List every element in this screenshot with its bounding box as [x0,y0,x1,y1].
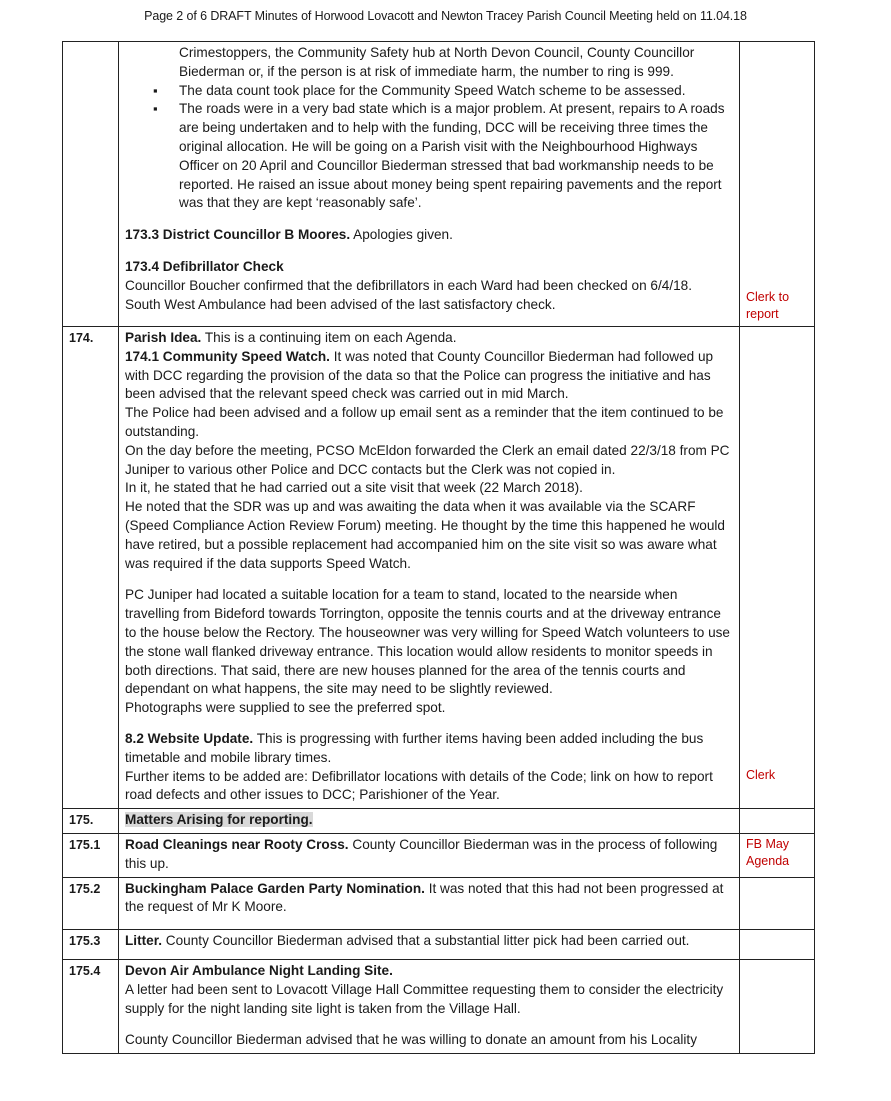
table-row [63,327,815,809]
table-row [63,959,815,1053]
table-row [63,809,815,834]
paragraph: The Police had been advised and a follow up email sent as a reminder that the item continued to be outstanding. [125,405,724,439]
list-item: ▪ The data count took place for the Community Speed Watch scheme to be assessed. [179,82,733,101]
item-number [63,42,119,327]
action-cell [740,930,815,960]
paragraph [125,329,733,348]
action-cell [740,959,815,1053]
item-content [119,809,740,834]
paragraph: County Councillor Biederman advised that he was willing to donate an amount from his Locality [125,1032,697,1048]
section-173-3 [125,226,733,245]
bullet-list [125,82,733,214]
section-title: Litter. [125,933,163,949]
continued-text: Crimestoppers, the Community Safety hub at North Devon Council, County Councillor Biederman or, if the person is at risk of immediate harm, the number to ring is 999. [179,45,695,79]
paragraph: South West Ambulance had been advised of the last satisfactory check. [125,296,556,312]
page-header: Page 2 of 6 DRAFT Minutes of Horwood Lovacott and Newton Tracey Parish Council Meeting held on 11.04.18 [144,9,747,23]
action-cell [740,327,815,809]
item-content [119,833,740,877]
section-text: County Councillor Biederman was in the process of following this up. [125,836,718,871]
minutes-table [62,41,815,1054]
item-number: 175.1 [63,833,119,877]
item-number: 174. [63,327,119,809]
item-content [119,877,740,930]
paragraph: PC Juniper had located a suitable location for a team to stand, located to the nearside when travelling from Bideford towards Torrington, opposite the tennis courts and at the driveway entrance to the house below the Rectory. The houseowner was very willing for Speed Watch volunteers to use the stone wall flanked driveway entrance. This location would allow residents to monitor speeds in both directions. That said, there are new houses planned for the area of the tennis courts and dependant on what happens, the site may need to be slightly reviewed. [125,587,730,697]
paragraph [125,348,733,404]
table-row [63,42,815,327]
table-row [63,877,815,930]
action-cell [740,877,815,930]
paragraph: A letter had been sent to Lovacott Village Hall Committee requesting them to consider the electricity supply for the night landing site light is taken from the Village Hall. [125,981,724,1016]
item-number: 175.4 [63,959,119,1053]
section-text: It was noted that this had not been progressed at the request of Mr K Moore. [125,880,724,915]
section-text: County Councillor Biederman advised that a substantial litter pick had been carried out. [165,933,690,949]
paragraph: Councillor Boucher confirmed that the defibrillators in each Ward had been checked on 6/4/18. [125,277,692,293]
section-title: 173.4 Defibrillator Check [125,258,284,274]
paragraph [125,836,733,874]
action-text: FB May Agenda [746,836,790,868]
item-content [119,930,740,960]
section-title: Road Cleanings near Rooty Cross. [125,836,349,852]
action-cell [740,833,815,877]
action-text: Clerk to report [746,290,790,321]
section-title: 8.2 Website Update. [125,730,254,746]
action-cell [740,809,815,834]
table-row [63,833,815,877]
item-content [119,327,740,809]
paragraph: In it, he stated that he had carried out a site visit that week (22 March 2018). [125,480,583,496]
section-text: It was noted that County Councillor Biederman had followed up with DCC regarding the provision of the data so that the Police can progress the initiative and has been advised that the relevant speed check was carried out in mid March. [125,348,714,402]
paragraph [125,730,733,768]
section-title: 173.3 District Councillor B Moores. [125,227,351,243]
item-number: 175.3 [63,930,119,960]
section-title: Parish Idea. [125,330,202,345]
item-number: 175.2 [63,877,119,930]
action-text: Clerk [746,768,776,782]
item-number: 175. [63,809,119,834]
section-title: Buckingham Palace Garden Party Nomination. [125,880,425,896]
paragraph [125,880,733,918]
paragraph [125,932,733,951]
section-text: Apologies given. [353,227,453,243]
list-item: ▪ The roads were in a very bad state which is a major problem. At present, repairs to A roads are being undertaken and to help with the funding, DCC will be receiving three times the original allocation. He will be going on a Parish visit with the Neighbourhood Highways Officer on 20 April and Councillor Biederman stressed that bad workmanship needs to be reported. He raised an issue about money being spent repairing pavements and the report was that they are kept ‘reasonably safe’. [179,100,733,213]
section-title: Matters Arising for reporting. [125,812,313,828]
paragraph: On the day before the meeting, PCSO McEldon forwarded the Clerk an email dated 22/3/18 from PC Juniper to various other Police and DCC contacts but the Clerk was not copied in. [125,442,730,477]
action-cell [740,42,815,327]
item-content [119,959,740,1053]
section-text: This is progressing with further items having been added including the bus timetable and mobile library times. [125,730,704,765]
section-title: Devon Air Ambulance Night Landing Site. [125,962,393,978]
item-content [119,42,740,327]
table-row [63,930,815,960]
paragraph: Further items to be added are: Defibrillator locations with details of the Code; link on how to report road defects and other issues to DCC; Parishioner of the Year. [125,768,713,803]
section-text: This is a continuing item on each Agenda. [204,330,457,345]
paragraph: He noted that the SDR was up and was awaiting the data when it was available via the SCARF (Speed Compliance Action Review Forum) meeting. He thought by the time this happened he would have retired, but a possible replacement had accompanied him on the site visit so was aware what was required if the data supports Speed Watch. [125,499,725,571]
section-title: 174.1 Community Speed Watch. [125,348,330,364]
paragraph: Photographs were supplied to see the preferred spot. [125,700,446,716]
